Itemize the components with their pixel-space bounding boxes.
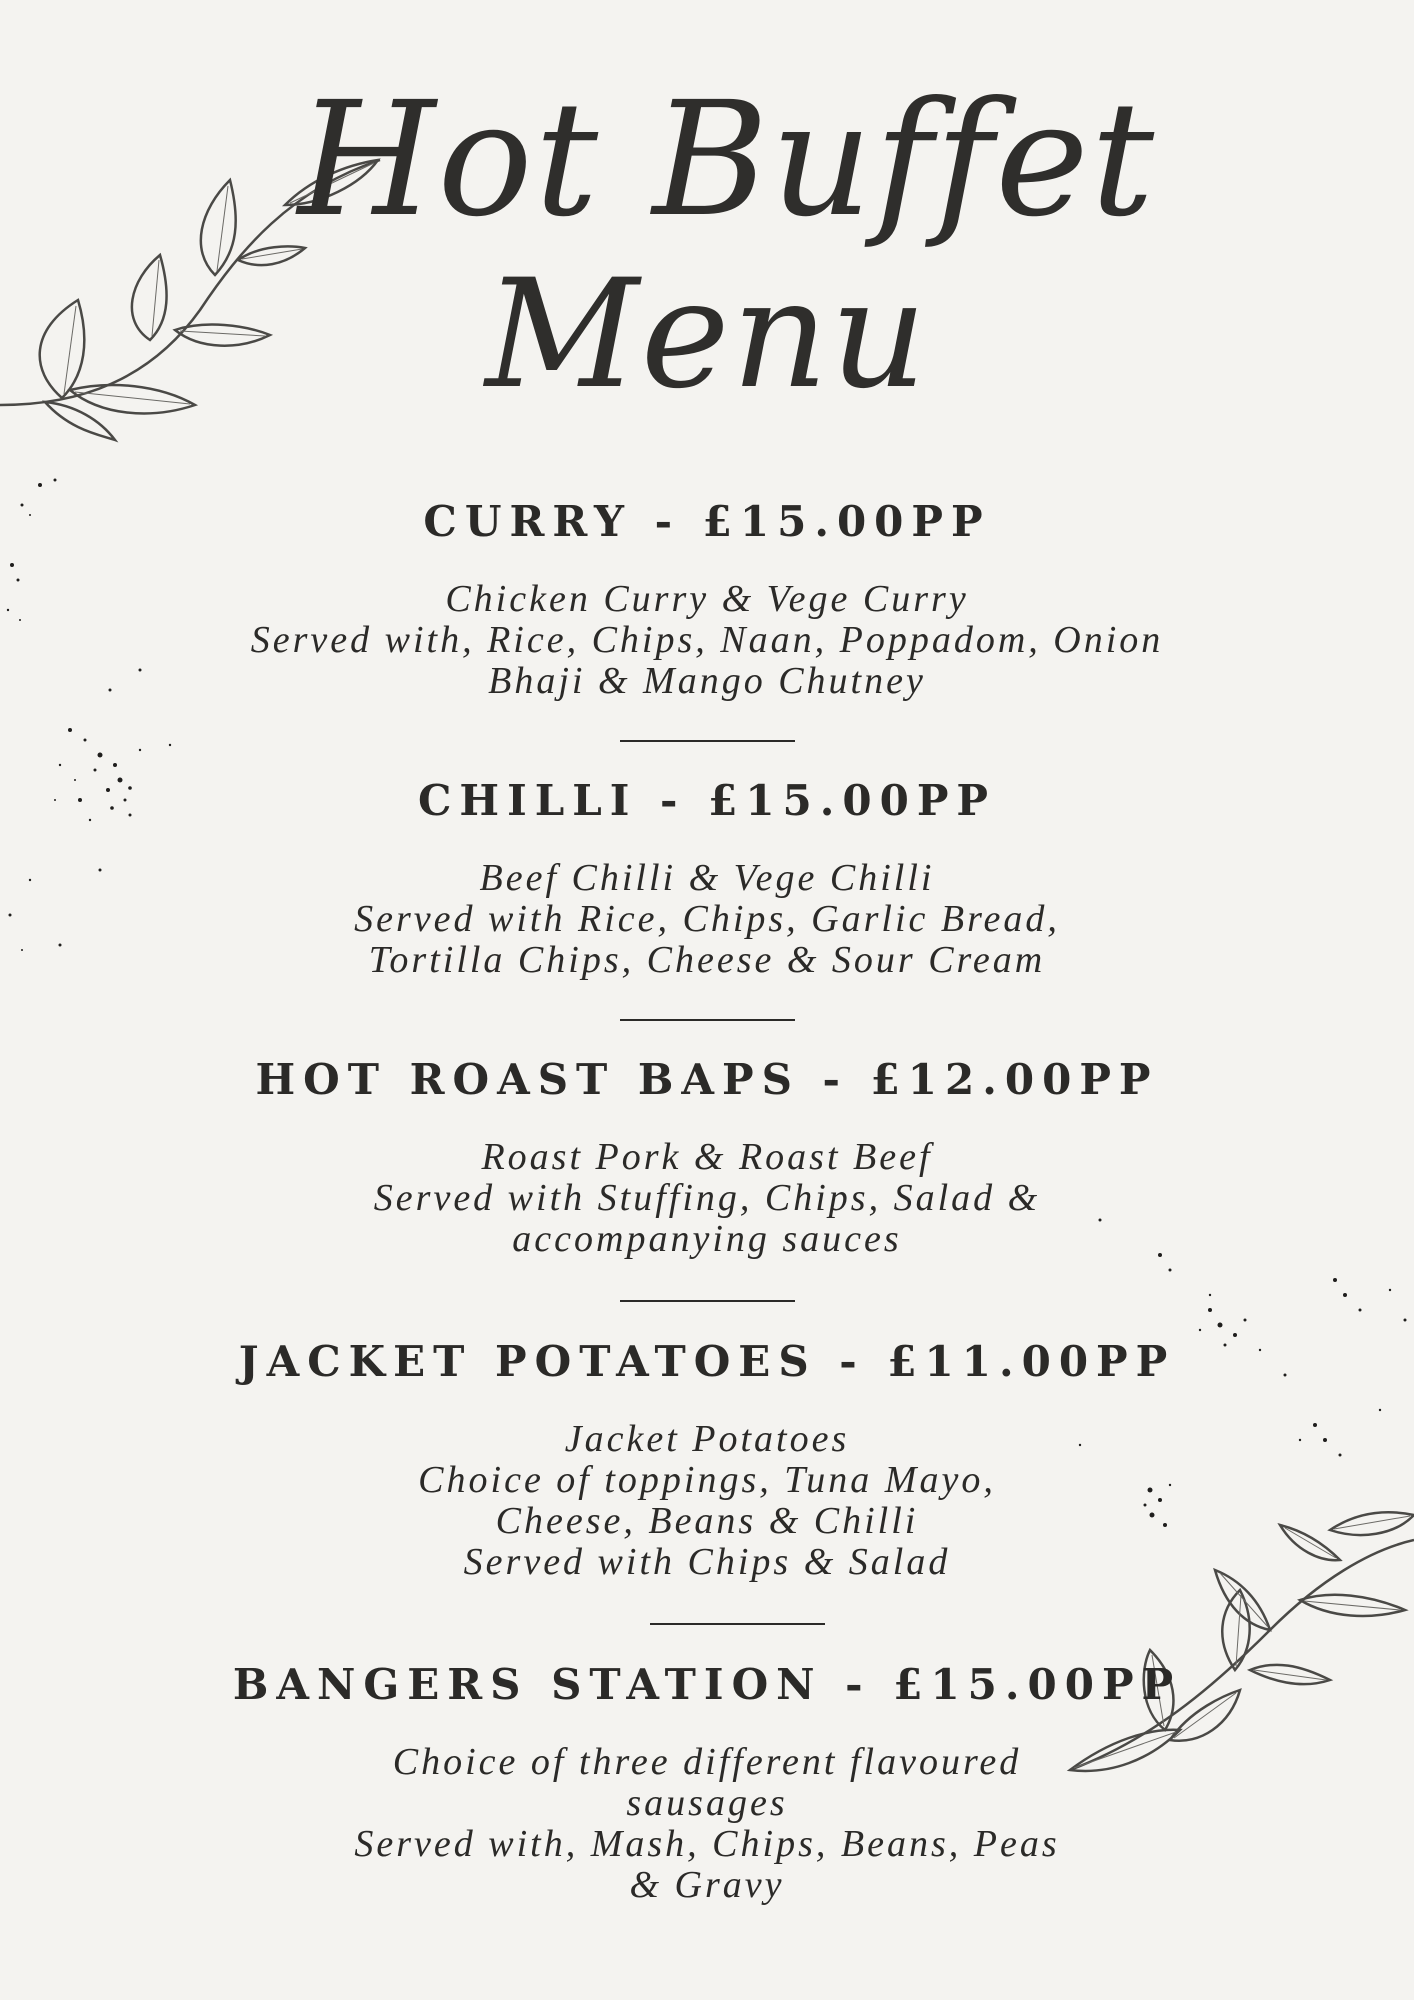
- section-heading: BANGERS STATION - £15.00PP: [232, 1660, 1182, 1709]
- section-divider: [620, 740, 795, 742]
- description-line: Beef Chilli & Vege Chilli: [479, 857, 935, 899]
- description-line: Served with Rice, Chips, Garlic Bread,: [354, 898, 1060, 940]
- description-line: Choice of three different flavoured: [392, 1741, 1022, 1783]
- section-heading: CHILLI - £15.00PP: [417, 776, 997, 825]
- description-line: Roast Pork & Roast Beef: [481, 1136, 933, 1178]
- description-line: Choice of toppings, Tuna Mayo,: [418, 1459, 996, 1501]
- menu-section-jacket-potatoes: [0, 1337, 1414, 1583]
- menu-section-curry: [0, 497, 1414, 702]
- section-description: [0, 858, 1414, 981]
- section-heading: HOT ROAST BAPS - £12.00PP: [255, 1055, 1159, 1104]
- menu-title-line1: Hot Buffet: [297, 68, 1157, 252]
- menu-section-hot-roast-baps: [0, 1055, 1414, 1260]
- description-line: Served with, Mash, Chips, Beans, Peas: [354, 1823, 1060, 1865]
- description-line: Bhaji & Mango Chutney: [488, 660, 926, 702]
- section-description: [0, 579, 1414, 702]
- section-description: [0, 1137, 1414, 1260]
- description-line: sausages: [626, 1782, 788, 1824]
- description-line: Served with Chips & Salad: [463, 1541, 951, 1583]
- description-line: accompanying sauces: [512, 1218, 902, 1260]
- menu-section-chilli: [0, 776, 1414, 981]
- section-description: [0, 1742, 1414, 1906]
- menu-title-line2: Menu: [485, 248, 929, 422]
- section-description: [0, 1419, 1414, 1583]
- description-line: Served with Stuffing, Chips, Salad &: [373, 1177, 1041, 1219]
- description-line: Cheese, Beans & Chilli: [495, 1500, 919, 1542]
- description-line: Jacket Potatoes: [564, 1418, 850, 1460]
- description-line: Served with, Rice, Chips, Naan, Poppadom, Onion: [250, 619, 1164, 661]
- section-divider: [620, 1300, 795, 1302]
- description-line: Chicken Curry & Vege Curry: [445, 578, 969, 620]
- menu-section-bangers-station: [0, 1660, 1414, 1906]
- description-line: & Gravy: [629, 1864, 785, 1906]
- section-divider: [650, 1623, 825, 1625]
- section-heading: CURRY - £15.00PP: [423, 497, 991, 546]
- description-line: Tortilla Chips, Cheese & Sour Cream: [368, 939, 1046, 981]
- section-heading: JACKET POTATOES - £11.00PP: [238, 1337, 1176, 1386]
- section-divider: [620, 1019, 795, 1021]
